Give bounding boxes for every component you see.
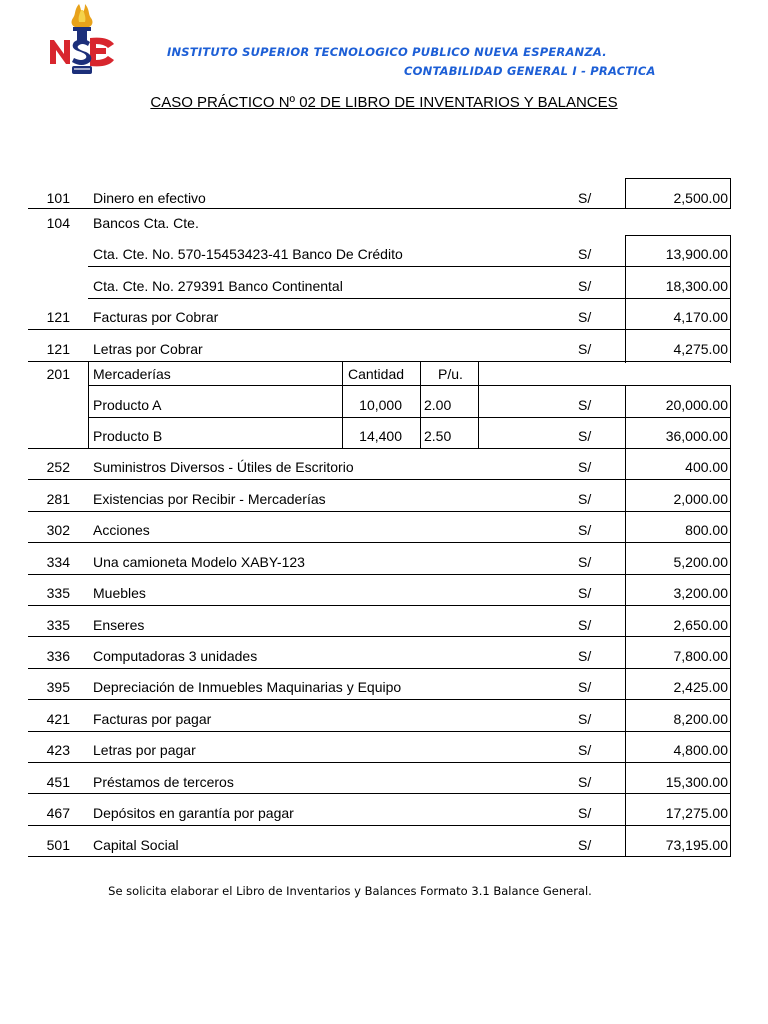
rule <box>28 762 731 763</box>
amount-box-top-mid <box>625 235 731 236</box>
table-row <box>0 340 768 360</box>
account-code: 101 <box>46 190 70 206</box>
account-code: 336 <box>46 648 70 664</box>
table-row <box>0 647 768 667</box>
currency-symbol: S/ <box>578 679 592 695</box>
account-code: 252 <box>46 459 70 475</box>
account-description: Bancos Cta. Cte. <box>93 215 199 231</box>
amount: 17,275.00 <box>665 805 728 821</box>
table-row <box>0 836 768 856</box>
rule <box>28 479 731 480</box>
table-row <box>0 277 768 297</box>
account-description: Depósitos en garantía por pagar <box>93 805 294 821</box>
amount: 2,000.00 <box>673 491 728 507</box>
amount: 8,200.00 <box>673 711 728 727</box>
account-code: 335 <box>46 585 70 601</box>
rule <box>28 605 731 606</box>
account-description: Dinero en efectivo <box>93 190 206 206</box>
currency-symbol: S/ <box>578 278 592 294</box>
table-row <box>0 521 768 541</box>
table-row <box>0 584 768 604</box>
table-row <box>0 365 768 385</box>
account-code: 395 <box>46 679 70 695</box>
account-code: 121 <box>46 309 70 325</box>
account-code: 335 <box>46 617 70 633</box>
amount: 7,800.00 <box>673 648 728 664</box>
account-description: Existencias por Recibir - Mercaderías <box>93 491 326 507</box>
course-name: CONTABILIDAD GENERAL I - PRACTICA <box>404 64 656 78</box>
rule <box>28 731 731 732</box>
rule <box>88 417 731 418</box>
document-title: CASO PRÁCTICO Nº 02 DE LIBRO DE INVENTARIOS Y BALANCES <box>150 94 618 111</box>
currency-symbol: S/ <box>578 648 592 664</box>
account-description: Mercaderías <box>93 366 171 382</box>
currency-symbol: S/ <box>578 711 592 727</box>
currency-symbol: S/ <box>578 774 592 790</box>
amount: 2,500.00 <box>673 190 728 206</box>
table-row <box>0 553 768 573</box>
table-row <box>0 214 768 234</box>
account-code: 302 <box>46 522 70 538</box>
amount-box-top <box>625 178 731 179</box>
currency-symbol: S/ <box>578 246 592 262</box>
amount: 20,000.00 <box>665 397 728 413</box>
account-description: Cta. Cte. No. 279391 Banco Continental <box>93 278 343 294</box>
amount: 800.00 <box>685 522 728 538</box>
table-row <box>0 427 768 447</box>
currency-symbol: S/ <box>578 585 592 601</box>
account-description: Capital Social <box>93 837 179 853</box>
account-description: Facturas por Cobrar <box>93 309 219 325</box>
table-row <box>0 773 768 793</box>
account-code: 467 <box>46 805 70 821</box>
table-row <box>0 678 768 698</box>
amount: 18,300.00 <box>665 278 728 294</box>
currency-symbol: S/ <box>578 554 592 570</box>
account-description: Depreciación de Inmuebles Maquinarias y Equipo <box>93 679 402 695</box>
currency-symbol: S/ <box>578 617 592 633</box>
amount: 3,200.00 <box>673 585 728 601</box>
institution-name: INSTITUTO SUPERIOR TECNOLOGICO PUBLICO NUEVA ESPERANZA. <box>167 45 607 59</box>
rule <box>88 385 731 386</box>
table-row <box>0 458 768 478</box>
quantity: 14,400 <box>359 428 402 444</box>
account-code: 121 <box>46 341 70 357</box>
unit-price: 2.50 <box>424 428 452 444</box>
account-description: Préstamos de terceros <box>93 774 234 790</box>
amount: 4,170.00 <box>673 309 728 325</box>
amount: 5,200.00 <box>673 554 728 570</box>
rule <box>28 361 731 362</box>
currency-symbol: S/ <box>578 397 592 413</box>
amount: 4,800.00 <box>673 742 728 758</box>
product-name: Producto A <box>93 397 162 413</box>
rule <box>28 856 731 857</box>
account-description: Una camioneta Modelo XABY-123 <box>93 554 305 570</box>
rule <box>88 298 731 299</box>
currency-symbol: S/ <box>578 742 592 758</box>
table-row <box>0 490 768 510</box>
account-code: 421 <box>46 711 70 727</box>
account-code: 104 <box>46 215 70 231</box>
table-row <box>0 308 768 328</box>
account-description: Cta. Cte. No. 570-15453423-41 Banco De Crédito <box>93 246 403 262</box>
unit-price-header: P/u. <box>438 366 463 382</box>
account-description: Letras por Cobrar <box>93 341 203 357</box>
account-description: Suministros Diversos - Útiles de Escritorio <box>93 459 354 475</box>
amount: 73,195.00 <box>665 837 728 853</box>
table-row <box>0 189 768 209</box>
table-row <box>0 741 768 761</box>
account-code: 281 <box>46 491 70 507</box>
currency-symbol: S/ <box>578 805 592 821</box>
instruction-note: Se solicita elaborar el Libro de Inventarios y Balances Formato 3.1 Balance General. <box>108 884 592 898</box>
table-row <box>0 616 768 636</box>
rule <box>28 668 731 669</box>
account-description: Enseres <box>93 617 145 633</box>
table-row <box>0 396 768 416</box>
table-row <box>0 804 768 824</box>
unit-price: 2.00 <box>424 397 452 413</box>
currency-symbol: S/ <box>578 522 592 538</box>
amount: 4,275.00 <box>673 341 728 357</box>
currency-symbol: S/ <box>578 459 592 475</box>
account-code: 334 <box>46 554 70 570</box>
account-description: Letras por pagar <box>93 742 196 758</box>
rule <box>28 511 731 512</box>
amount: 2,425.00 <box>673 679 728 695</box>
currency-symbol: S/ <box>578 491 592 507</box>
product-name: Producto B <box>93 428 163 444</box>
currency-symbol: S/ <box>578 190 592 206</box>
rule <box>28 448 731 449</box>
account-code: 201 <box>46 366 70 382</box>
account-code: 423 <box>46 742 70 758</box>
amount: 15,300.00 <box>665 774 728 790</box>
amount: 400.00 <box>685 459 728 475</box>
rule <box>28 542 731 543</box>
currency-symbol: S/ <box>578 341 592 357</box>
account-description: Muebles <box>93 585 146 601</box>
amount: 13,900.00 <box>665 246 728 262</box>
rule <box>28 329 731 330</box>
account-description: Facturas por pagar <box>93 711 212 727</box>
quantity: 10,000 <box>359 397 402 413</box>
amount: 2,650.00 <box>673 617 728 633</box>
rule <box>28 699 731 700</box>
rule <box>28 825 731 826</box>
rule <box>28 793 731 794</box>
rule <box>28 636 731 637</box>
account-code: 451 <box>46 774 70 790</box>
quantity-header: Cantidad <box>347 366 405 382</box>
currency-symbol: S/ <box>578 309 592 325</box>
rule <box>28 574 731 575</box>
account-description: Computadoras 3 unidades <box>93 648 258 664</box>
currency-symbol: S/ <box>578 428 592 444</box>
amount: 36,000.00 <box>665 428 728 444</box>
table-row <box>0 245 768 265</box>
table-row <box>0 710 768 730</box>
account-code: 501 <box>46 837 70 853</box>
rule <box>88 266 731 267</box>
account-description: Acciones <box>93 522 150 538</box>
currency-symbol: S/ <box>578 837 592 853</box>
